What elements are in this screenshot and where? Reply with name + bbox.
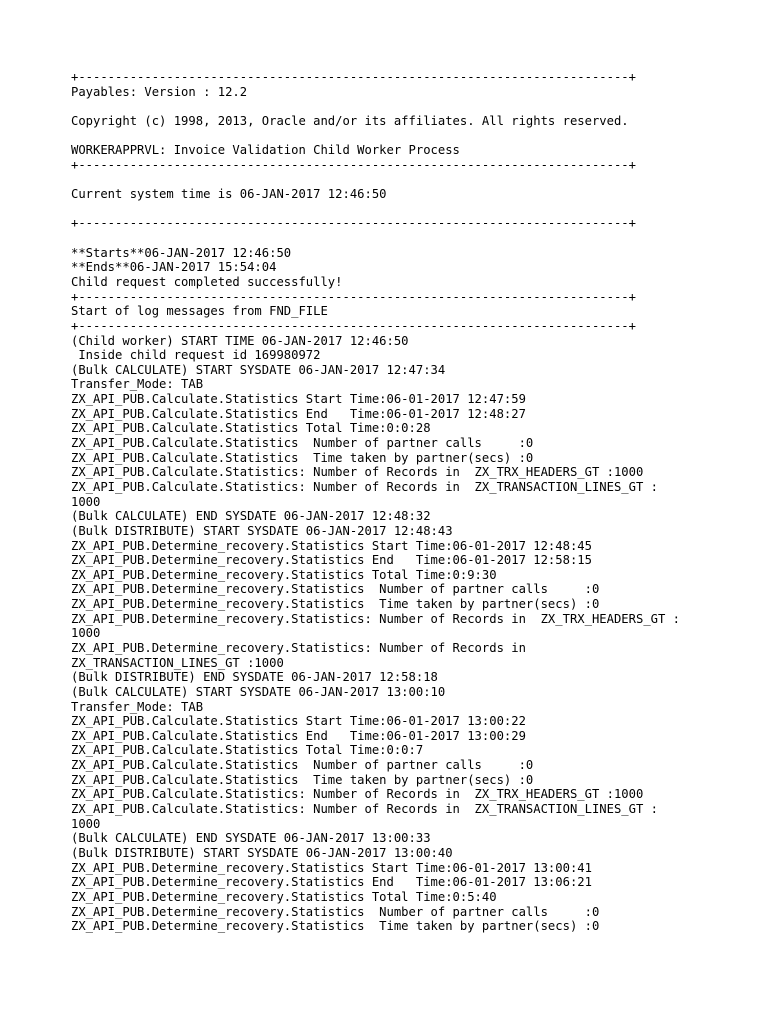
blank-line — [71, 172, 761, 187]
separator-line: +---------------------------------------------------------------------------+ — [71, 157, 636, 172]
separator-line: +---------------------------------------------------------------------------+ — [71, 289, 636, 304]
log-line: Transfer_Mode: TAB — [71, 377, 204, 392]
log-line: (Child worker) START TIME 06-JAN-2017 12:46:50 — [71, 333, 409, 348]
log-line: Child request completed successfully! — [71, 274, 343, 289]
log-line: ZX_API_PUB.Calculate.Statistics Start Time:06-01-2017 13:00:22 — [71, 714, 526, 729]
log-line: ZX_API_PUB.Calculate.Statistics Total Time:0:0:7 — [71, 743, 424, 758]
log-line: ZX_API_PUB.Calculate.Statistics: Number of Records in ZX_TRANSACTION_LINES_GT : — [71, 479, 658, 494]
log-line: Current system time is 06-JAN-2017 12:46:50 — [71, 187, 387, 202]
log-line: (Bulk CALCULATE) START SYSDATE 06-JAN-2017 12:47:34 — [71, 362, 446, 377]
log-line: ZX_API_PUB.Calculate.Statistics End Time:06-01-2017 13:00:29 — [71, 728, 526, 743]
log-line: ZX_API_PUB.Determine_recovery.Statistics: Number of Records in ZX_TRX_HEADERS_GT : — [71, 611, 681, 626]
separator-line: +---------------------------------------------------------------------------+ — [71, 318, 636, 333]
separator-line: +---------------------------------------------------------------------------+ — [71, 70, 636, 84]
log-line: 1000 — [71, 494, 101, 509]
blank-line — [71, 231, 761, 246]
log-line: (Bulk DISTRIBUTE) START SYSDATE 06-JAN-2017 12:48:43 — [71, 523, 453, 538]
log-line: ZX_API_PUB.Calculate.Statistics: Number of Records in ZX_TRX_HEADERS_GT :1000 — [71, 465, 644, 480]
log-line: 1000 — [71, 816, 101, 831]
log-line: Transfer_Mode: TAB — [71, 699, 204, 714]
log-line: **Starts**06-JAN-2017 12:46:50 — [71, 245, 292, 260]
log-line: ZX_API_PUB.Determine_recovery.Statistics Total Time:0:5:40 — [71, 889, 497, 904]
log-line: ZX_API_PUB.Determine_recovery.Statistics Start Time:06-01-2017 12:48:45 — [71, 538, 592, 553]
log-line: Inside child request id 169980972 — [71, 348, 321, 363]
log-line: ZX_API_PUB.Calculate.Statistics Start Time:06-01-2017 12:47:59 — [71, 392, 526, 407]
log-line: ZX_API_PUB.Determine_recovery.Statistics Start Time:06-01-2017 13:00:41 — [71, 860, 592, 875]
log-line: ZX_API_PUB.Calculate.Statistics End Time:06-01-2017 12:48:27 — [71, 406, 526, 421]
log-line: ZX_API_PUB.Calculate.Statistics Time taken by partner(secs) :0 — [71, 450, 534, 465]
log-line: ZX_API_PUB.Calculate.Statistics: Number of Records in ZX_TRX_HEADERS_GT :1000 — [71, 787, 644, 802]
log-line: ZX_API_PUB.Calculate.Statistics Number of partner calls :0 — [71, 436, 534, 451]
log-line: Start of log messages from FND_FILE — [71, 304, 328, 319]
log-line: (Bulk CALCULATE) END SYSDATE 06-JAN-2017 12:48:32 — [71, 509, 431, 524]
log-line: **Ends**06-JAN-2017 15:54:04 — [71, 260, 277, 275]
log-line: ZX_TRANSACTION_LINES_GT :1000 — [71, 655, 284, 670]
log-line: (Bulk CALCULATE) END SYSDATE 06-JAN-2017 13:00:33 — [71, 831, 431, 846]
blank-line — [71, 202, 761, 217]
log-line: ZX_API_PUB.Determine_recovery.Statistics Number of partner calls :0 — [71, 904, 600, 919]
log-line: ZX_API_PUB.Calculate.Statistics Time taken by partner(secs) :0 — [71, 772, 534, 787]
log-line: ZX_API_PUB.Calculate.Statistics Total Time:0:0:28 — [71, 421, 431, 436]
log-line: (Bulk DISTRIBUTE) START SYSDATE 06-JAN-2017 13:00:40 — [71, 845, 453, 860]
log-line: ZX_API_PUB.Determine_recovery.Statistics End Time:06-01-2017 12:58:15 — [71, 553, 592, 568]
log-line: (Bulk CALCULATE) START SYSDATE 06-JAN-2017 13:00:10 — [71, 684, 446, 699]
log-line: (Bulk DISTRIBUTE) END SYSDATE 06-JAN-2017 12:58:18 — [71, 670, 438, 685]
log-document — [71, 70, 761, 934]
log-line: ZX_API_PUB.Determine_recovery.Statistics Time taken by partner(secs) :0 — [71, 919, 600, 934]
log-line: Payables: Version : 12.2 — [71, 84, 248, 99]
log-line: ZX_API_PUB.Calculate.Statistics: Number of Records in ZX_TRANSACTION_LINES_GT : — [71, 802, 658, 817]
log-line: WORKERAPPRVL: Invoice Validation Child Worker Process — [71, 143, 460, 158]
log-line: ZX_API_PUB.Calculate.Statistics Number of partner calls :0 — [71, 758, 534, 773]
blank-line — [71, 129, 761, 144]
log-line: ZX_API_PUB.Determine_recovery.Statistics Time taken by partner(secs) :0 — [71, 597, 600, 612]
blank-line — [71, 99, 761, 114]
log-line: ZX_API_PUB.Determine_recovery.Statistics Number of partner calls :0 — [71, 582, 600, 597]
log-line: ZX_API_PUB.Determine_recovery.Statistics: Number of Records in — [71, 640, 526, 655]
log-line: ZX_API_PUB.Determine_recovery.Statistics Total Time:0:9:30 — [71, 567, 497, 582]
log-line: Copyright (c) 1998, 2013, Oracle and/or its affiliates. All rights reserved. — [71, 113, 629, 128]
separator-line: +---------------------------------------------------------------------------+ — [71, 216, 636, 231]
log-line: ZX_API_PUB.Determine_recovery.Statistics End Time:06-01-2017 13:06:21 — [71, 875, 592, 890]
log-line: 1000 — [71, 626, 101, 641]
